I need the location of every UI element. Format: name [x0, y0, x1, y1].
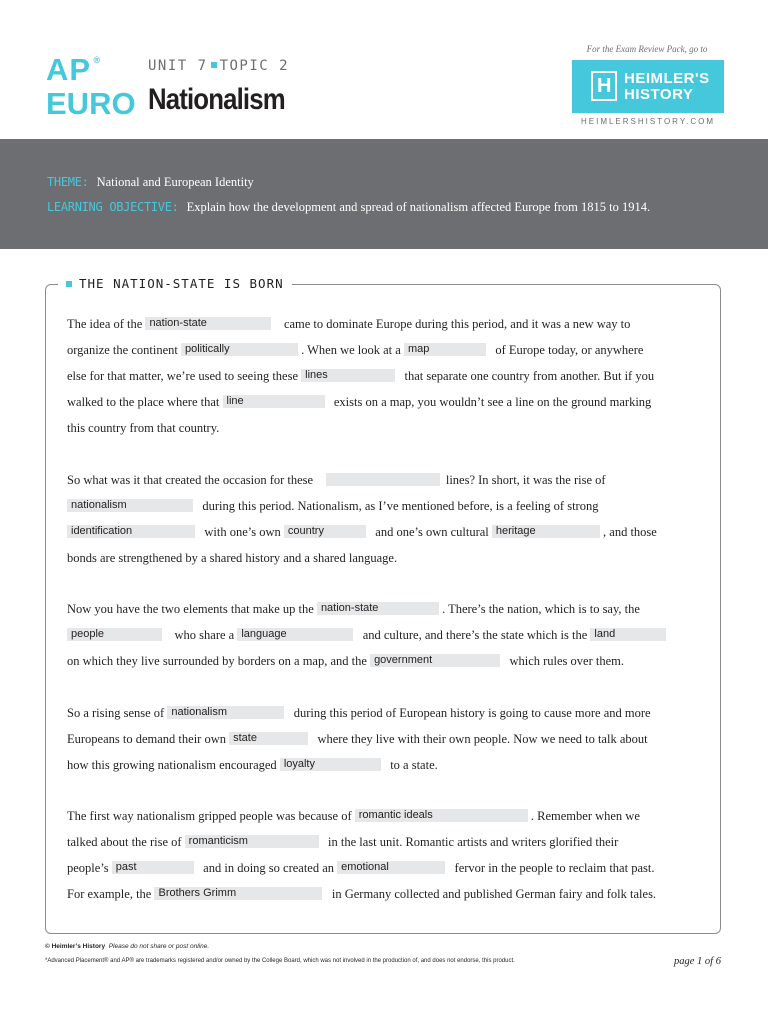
objective-row — [47, 200, 650, 215]
fill-blank[interactable]: emotional — [337, 861, 445, 874]
separator-square-icon — [211, 62, 217, 68]
text: during this period. Nationalism, as I’ve mentioned before, is a feeling of strong — [202, 499, 599, 513]
fill-blank[interactable]: country — [284, 525, 366, 538]
unit-topic-label — [148, 58, 289, 74]
text: else for that matter, we’re used to seeing these — [67, 369, 299, 383]
fill-blank[interactable]: people — [67, 628, 162, 641]
heimlers-h-icon — [591, 71, 617, 101]
fill-blank[interactable]: heritage — [492, 525, 600, 538]
logo-registered-mark: ® — [93, 55, 102, 65]
text: on which they live surrounded by borders on a map, and the — [67, 654, 367, 668]
text: in the last unit. Romantic artists and writers glorified their — [328, 835, 619, 849]
text: organize the continent — [67, 343, 178, 357]
text: exists on a map, you wouldn’t see a line on the ground marking — [333, 395, 652, 409]
fill-blank[interactable]: map — [404, 343, 486, 356]
text: and culture, and there’s the state which is the — [362, 628, 588, 642]
copyright-text: © Heimler’s History — [45, 943, 106, 950]
fill-blank[interactable]: identification — [67, 525, 195, 538]
share-notice: Please do not share or post online. — [108, 943, 210, 950]
text: The first way nationalism gripped people was because of — [67, 809, 352, 823]
text: Europeans to demand their own — [67, 732, 226, 746]
theme-value: National and European Identity — [96, 175, 254, 189]
text: . There’s the nation, which is to say, the — [442, 602, 640, 616]
text: and in doing so created an — [203, 861, 335, 875]
theme-band — [0, 139, 768, 249]
site-url-link[interactable]: HEIMLERSHISTORY.COM — [580, 117, 716, 126]
exam-review-promo: For the Exam Review Pack, go to — [586, 44, 708, 54]
text: . Remember when we — [530, 809, 640, 823]
text: walked to the place where that — [67, 395, 220, 409]
fill-blank[interactable]: politically — [181, 343, 298, 356]
fill-blank[interactable]: nationalism — [67, 499, 193, 512]
theme-row — [47, 175, 254, 190]
theme-key: THEME: — [47, 175, 89, 189]
text: which rules over them. — [509, 654, 624, 668]
fill-blank[interactable]: lines — [301, 369, 395, 382]
fill-blank[interactable] — [326, 473, 440, 486]
fill-blank[interactable]: government — [370, 654, 500, 667]
text: fervor in the people to reclaim that past. — [454, 861, 655, 875]
logo-euro-text: EURO — [46, 86, 136, 121]
text: to a state. — [390, 758, 438, 772]
text: came to dominate Europe during this period, and it was a new way to — [283, 317, 631, 331]
text: people’s — [67, 861, 109, 875]
page-title: Nationalism — [148, 83, 285, 116]
text: lines? In short, it was the rise of — [445, 473, 606, 487]
paragraph-4 — [67, 700, 707, 778]
paragraph-2 — [67, 467, 707, 571]
fill-blank[interactable]: nation-state — [317, 602, 439, 615]
text: in Germany collected and published German fairy and folk tales. — [331, 887, 657, 901]
paragraph-3 — [67, 596, 707, 674]
fill-blank[interactable]: land — [590, 628, 666, 641]
text: So a rising sense of — [67, 706, 165, 720]
fill-blank[interactable]: loyalty — [280, 758, 381, 771]
text: of Europe today, or anywhere — [495, 343, 644, 357]
fill-blank[interactable]: state — [229, 732, 308, 745]
fill-blank[interactable]: past — [112, 861, 194, 874]
text: during this period of European history is going to cause more and more — [293, 706, 651, 720]
brand-line-1: HEIMLER'S — [624, 70, 710, 87]
paragraph-1 — [67, 311, 707, 441]
topic-label: TOPIC 2 — [219, 58, 290, 74]
brand-line-2: HISTORY — [624, 86, 694, 103]
paragraph-5 — [67, 803, 707, 907]
footer-copyright — [45, 943, 209, 950]
text: bonds are strengthened by a shared history and a shared language. — [67, 551, 398, 565]
page-number: page 1 of 6 — [674, 956, 721, 967]
section-title: THE NATION-STATE IS BORN — [79, 276, 284, 291]
ap-euro-logo — [46, 52, 136, 121]
text: this country from that country. — [67, 421, 220, 435]
fill-blank[interactable]: language — [237, 628, 353, 641]
heimlers-history-logo[interactable] — [572, 60, 724, 113]
footer-trademark: *Advanced Placement® and AP® are trademarks registered and/or owned by the College Board, which was not involved in the production of, and does not endorse, this product. — [45, 958, 515, 964]
text: Now you have the two elements that make up the — [67, 602, 314, 616]
objective-key: LEARNING OBJECTIVE: — [47, 200, 179, 214]
text: where they live with their own people. Now we need to talk about — [317, 732, 648, 746]
brand-name — [624, 71, 710, 103]
objective-value: Explain how the development and spread of nationalism affected Europe from 1815 to 1914. — [186, 200, 651, 214]
section-heading — [58, 276, 292, 291]
fill-blank[interactable]: romanticism — [185, 835, 319, 848]
text: how this growing nationalism encouraged — [67, 758, 277, 772]
heading-square-icon — [66, 281, 72, 287]
text: talked about the rise of — [67, 835, 182, 849]
text: that separate one country from another. But if you — [404, 369, 655, 383]
unit-label: UNIT 7 — [148, 58, 208, 74]
logo-ap-text: AP — [46, 52, 92, 87]
text: For example, the — [67, 887, 152, 901]
text: So what was it that created the occasion for these — [67, 473, 314, 487]
text: and one’s own cultural — [375, 525, 489, 539]
fill-blank[interactable]: Brothers Grimm — [154, 887, 322, 900]
text: , and those — [603, 525, 657, 539]
text: . When we look at a — [301, 343, 401, 357]
fill-blank[interactable]: nation-state — [145, 317, 271, 330]
text: with one’s own — [204, 525, 281, 539]
fill-blank[interactable]: romantic ideals — [355, 809, 528, 822]
fill-blank[interactable]: line — [223, 395, 325, 408]
fill-blank[interactable]: nationalism — [167, 706, 284, 719]
text: who share a — [174, 628, 235, 642]
text: The idea of the — [67, 317, 143, 331]
